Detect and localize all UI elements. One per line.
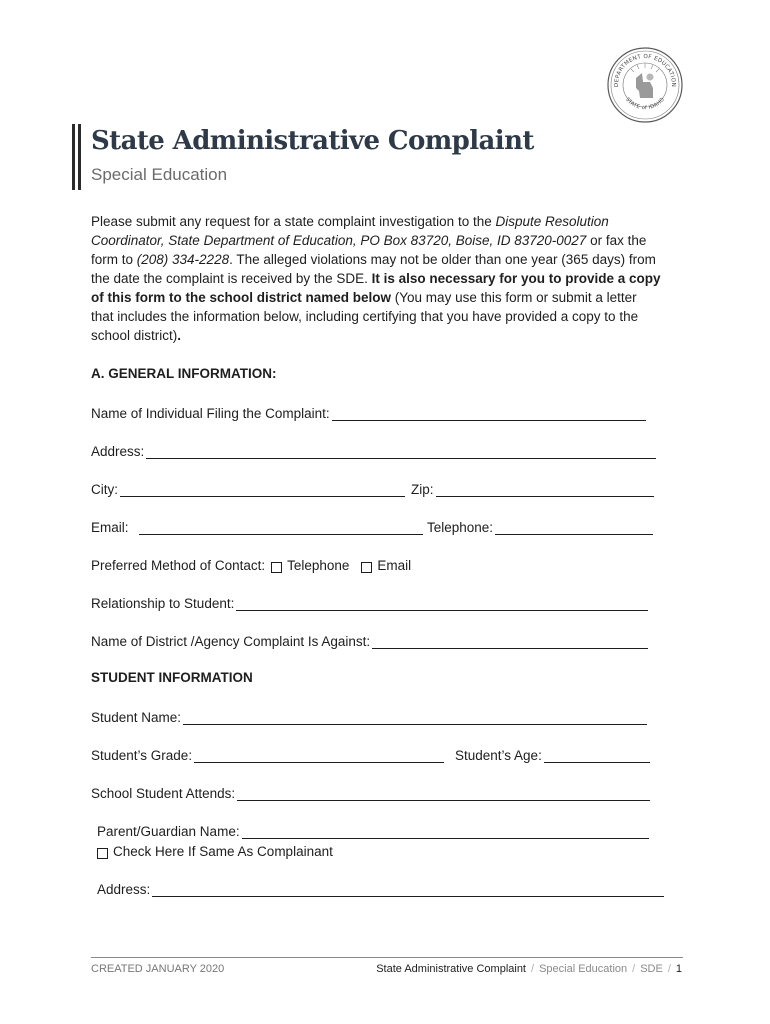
relationship-input[interactable] bbox=[236, 596, 648, 611]
seal-text-top: DEPARTMENT OF EDUCATION bbox=[613, 53, 677, 88]
title-accent-bar bbox=[72, 124, 75, 190]
student-info-heading: STUDENT INFORMATION bbox=[91, 670, 253, 685]
telephone-checkbox[interactable] bbox=[271, 562, 282, 573]
footer-doc-title: State Administrative Complaint bbox=[376, 963, 526, 975]
student-age-field: Student’s Age: bbox=[455, 743, 650, 763]
district-input[interactable] bbox=[372, 634, 648, 649]
address-input[interactable] bbox=[146, 444, 656, 459]
student-name-input[interactable] bbox=[183, 710, 647, 725]
footer-section: Special Education bbox=[539, 963, 628, 975]
school-field: School Student Attends: bbox=[91, 781, 650, 801]
footer-page-number: 1 bbox=[675, 963, 682, 975]
student-age-input[interactable] bbox=[544, 748, 650, 763]
complainant-name-field: Name of Individual Filing the Complaint: bbox=[91, 401, 646, 421]
svg-text:STATE of IDAHO bbox=[624, 97, 666, 112]
zip-field: Zip: bbox=[411, 477, 654, 497]
general-info-heading: A. GENERAL INFORMATION: bbox=[91, 366, 277, 381]
same-as-complainant-field: Check Here If Same As Complainant bbox=[97, 839, 333, 859]
email-field: Email: bbox=[91, 515, 423, 535]
zip-input[interactable] bbox=[436, 482, 654, 497]
same-as-complainant-checkbox[interactable] bbox=[97, 848, 108, 859]
telephone-field: Telephone: bbox=[427, 515, 653, 535]
relationship-field: Relationship to Student: bbox=[91, 591, 648, 611]
district-field: Name of District /Agency Complaint Is Against: bbox=[91, 629, 648, 649]
page-subtitle: Special Education bbox=[91, 165, 228, 184]
parent-address-input[interactable] bbox=[152, 882, 664, 897]
parent-name-input[interactable] bbox=[242, 824, 649, 839]
student-name-field: Student Name: bbox=[91, 705, 647, 725]
student-grade-input[interactable] bbox=[194, 748, 444, 763]
contact-method-field: Preferred Method of Contact: Telephone Email bbox=[91, 558, 412, 573]
telephone-input[interactable] bbox=[495, 520, 653, 535]
footer-doc-info: State Administrative Complaint / Special Education / SDE / 1 bbox=[376, 963, 682, 975]
seal-text-bottom: STATE of IDAHO bbox=[623, 96, 667, 112]
title-accent-bar bbox=[78, 124, 81, 190]
footer-org: SDE bbox=[640, 963, 663, 975]
email-input[interactable] bbox=[139, 520, 423, 535]
city-input[interactable] bbox=[120, 482, 405, 497]
complainant-name-input[interactable] bbox=[332, 406, 646, 421]
intro-paragraph: Please submit any request for a state complaint investigation to the Dispute Resolution Coordinator, State Department of Education, PO Box 83720, Boise, ID 83720-0027 or fax the form to (208) 334-2228. The alleged violations may not be older than one year (365 days) from the date the complaint is received by the SDE. It is also necessary for you to provide a copy of this form to the school district named below (You may use this form or submit a letter that includes the information below, including certifying that you have provided a copy to the school district). bbox=[91, 214, 661, 343]
parent-name-field: Parent/Guardian Name: bbox=[97, 819, 649, 839]
city-field: City: bbox=[91, 477, 405, 497]
page-title: State Administrative Complaint bbox=[91, 126, 534, 156]
parent-address-field: Address: bbox=[97, 877, 664, 897]
state-seal-logo bbox=[606, 46, 684, 124]
school-input[interactable] bbox=[237, 786, 650, 801]
email-checkbox[interactable] bbox=[361, 562, 372, 573]
address-field: Address: bbox=[91, 439, 656, 459]
student-grade-field: Student’s Grade: bbox=[91, 743, 444, 763]
footer-divider bbox=[91, 957, 683, 958]
footer-created-date: CREATED JANUARY 2020 bbox=[91, 963, 225, 975]
